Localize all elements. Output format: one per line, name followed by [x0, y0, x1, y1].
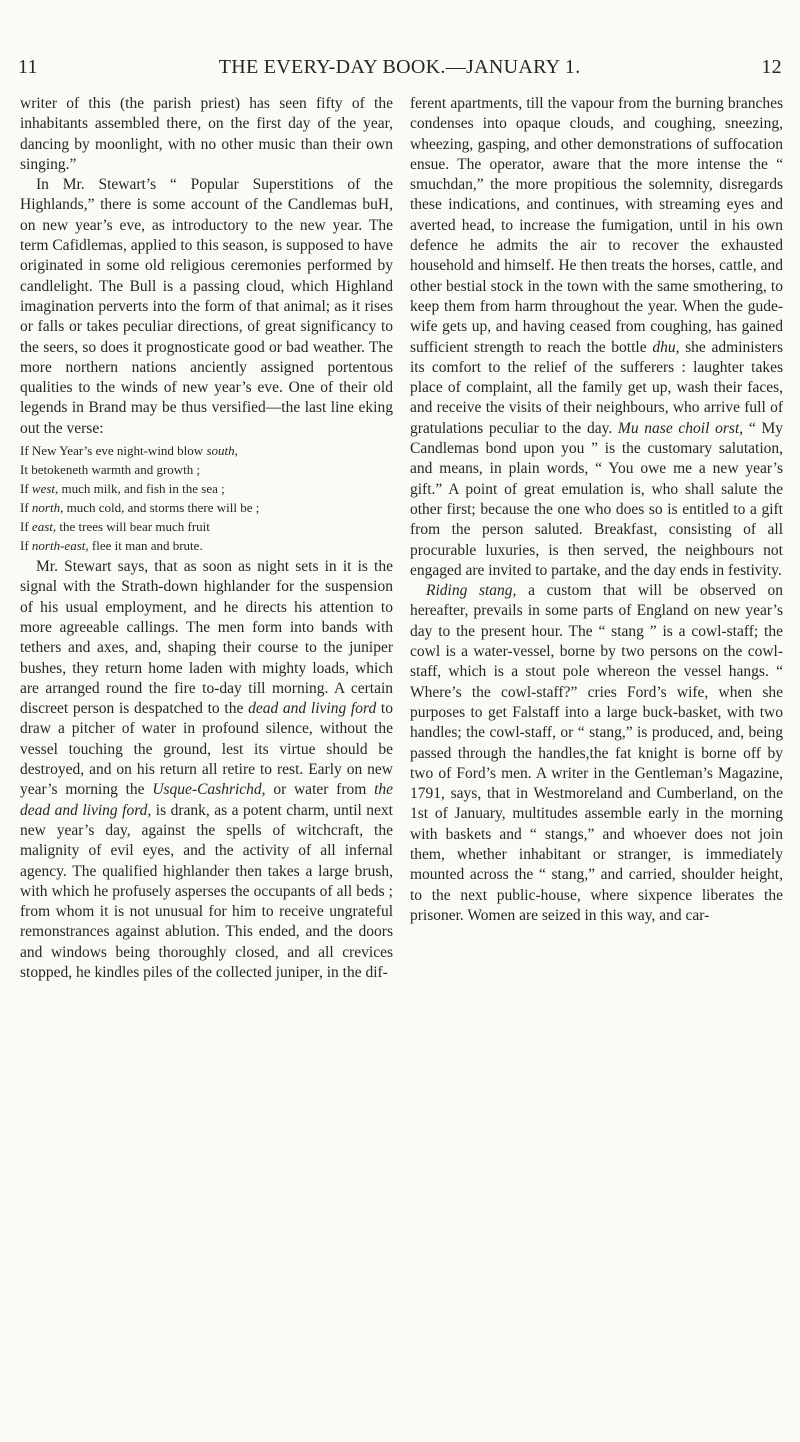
running-header: [18, 56, 782, 79]
page-number-left: 11: [18, 56, 38, 78]
verse-emph: south,: [206, 443, 238, 459]
verse-text: flee it man and brute.: [88, 538, 203, 554]
verse-emph: north,: [31, 500, 64, 516]
left-column: [20, 94, 393, 983]
text-run: “ My Candlemas bond upon you ” is the customary salutation, and means, in plain words, “ You owe me a new year’s gift.” A point of great emulation is, who shall salute the other first; because the one who does so is entitled to a gift from the person saluted. Breakfast, consisting of all procurable luxuries, is then served, the neighbours not engaged are invited to partake, and the day ends in festivity.: [410, 419, 783, 579]
verse-emph: east,: [31, 519, 57, 535]
text-run: to draw a pitcher of water in profound silence, without the vessel touching the ground, lest its virtue should be destroyed, and on his return all retire to rest. Early on new year’s morning the: [20, 700, 393, 799]
verse-line: It betokeneth warmth and growth ;: [20, 462, 201, 478]
verse: [20, 441, 393, 555]
emph-run: Riding stang,: [426, 582, 517, 600]
page-number-right: 12: [761, 56, 782, 78]
emph-run: Usque-Cashrichd,: [152, 781, 266, 799]
verse-line: [20, 536, 393, 555]
paragraph: In Mr. Stewart’s “ Popular Superstitions of the Highlands,” there is some account of the Candlemas buH, on new year’s eve, as introductory to the new year. The term Cafidlemas, applied to this season, is supposed to have originated in some old religious ceremonies performed by candlelight. The Bull is a passing cloud, which Highland imagination perverts into the form of that animal; as it rises or falls or takes peculiar directions, of great significancy to the seers, so does it prognosticate good or bad weather. The more northern nations anciently assigned portentous qualities to the winds of new year’s eve. One of their old legends in Brand may be thus versified—the last line eking out the verse:: [20, 176, 393, 437]
verse-text: If New Year’s eve night-wind blow: [20, 443, 207, 459]
emph-run: dead and living ford: [248, 700, 377, 718]
verse-line: [20, 517, 393, 536]
emph-run: the dead and living ford,: [20, 781, 393, 819]
verse-line: [20, 498, 393, 517]
verse-emph: west,: [31, 481, 59, 497]
text-run: or water from: [265, 781, 375, 799]
right-column: [410, 94, 783, 926]
text-run: she administers its comfort to the relief of the sufferers : laughter takes place of complaint, all the family get up, wash their faces, and receive the visits of their neighbours, who arrive full of gratulations peculiar to the day.: [410, 338, 783, 437]
text-run: a custom that will be observed on hereafter, prevails in some parts of England on new year’s day to the present hour. The “ stang ” is a cowl-staff; the cowl is a water-vessel, borne by two persons on the cowl-staff, which is a stout pole whereon the vessel hangs. “ Where’s the cowl-staff?” cries Ford’s wife, when she purposes to get Falstaff into a large buck-basket, with two handles; the cowl-staff, or “ stang,” is produced, and, being passed through the handles,the fat knight is borne off by two of Ford’s men. A writer in the Gentleman’s Magazine, 1791, says, that in Westmoreland and Cumberland, on the 1st of January, multitudes assemble early in the morning with baskets and “ stangs,” and whoever does not join them, whether inhabitant or stranger, is immediately mounted across the “ stang,” and carried, shoulder height, to the next public-house, where sixpence liberates the prisoner. Women are seized in this way, and car-: [410, 582, 783, 924]
paragraph: writer of this (the parish priest) has seen fifty of the inhabitants assembled there, on the first day of the year, dancing by moonlight, with no other music than their own singing.”: [20, 95, 393, 173]
verse-text: If: [20, 519, 32, 535]
verse-line: [20, 479, 393, 498]
verse-text: the trees will bear much fruit: [56, 519, 210, 535]
paragraph: [20, 557, 393, 983]
paragraph: [410, 581, 783, 926]
emph-run: Mu nase choil orst,: [617, 419, 744, 437]
verse-text: If: [20, 538, 32, 554]
paragraph: [410, 94, 783, 581]
verse-text: much cold, and storms there will be ;: [63, 500, 260, 516]
verse-text: If: [20, 500, 32, 516]
verse-line: [20, 441, 393, 460]
verse-text: much milk, and fish in the sea ;: [58, 481, 225, 497]
text-run: is drank, as a potent charm, until next new year’s day, against the spells of witchcraft, the malignity of evil eyes, and the activity of all infernal agency. The qualified highlander then takes a large brush, with which he profusely asperses the occupants of all beds ; from whom it is not unusual for him to receive ungrateful remonstrances against ablution. This ended, and the doors and windows being thoroughly closed, and all crevices stopped, he kindles piles of the collected juniper, in the dif-: [20, 801, 393, 981]
emph-run: dhu,: [652, 338, 680, 356]
verse-emph: north-east,: [31, 538, 89, 554]
text-run: ferent apartments, till the vapour from the burning branches condenses into opaque clouds, and coughing, sneezing, wheezing, gasping, and other demonstrations of suffocation ensue. The operator, aware that the more intense the “ smuchdan,” the more propitious the solemnity, disregards these indications, and continues, with streaming eyes and averted head, to increase the fumigation, until in his own defence he admits the air to recover the exhausted household and himself. He then treats the horses, cattle, and other bestial stock in the town with the same smothering, to keep them from harm throughout the year. When the gude-wife gets up, and having ceased from coughing, has gained sufficient strength to reach the bottle: [410, 95, 783, 356]
text-run: Mr. Stewart says, that as soon as night sets in it is the signal with the Strath-down highlander for the suspension of his usual employment, and he directs his attention to more agreeable callings. The men form into bands with tethers and axes, and, shaping their course to the juniper bushes, they return home laden with mighty loads, which are arranged round the fire to-day till morning. A certain discreet person is despatched to the: [20, 558, 393, 718]
verse-text: If: [20, 481, 32, 497]
running-title: THE EVERY-DAY BOOK.—JANUARY 1.: [218, 56, 581, 78]
